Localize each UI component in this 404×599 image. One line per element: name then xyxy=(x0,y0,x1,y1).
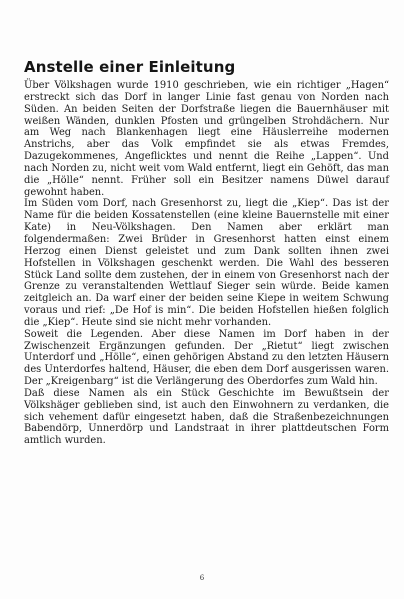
paragraph: Im Süden vom Dorf, nach Gresenhorst zu, liegt die „Kiep“. Das ist der Name für die beiden Kossatenstellen (eine kleine Bauernstelle mit einer Kate) in Neu-Völkshagen. Den Namen aber erklärt man folgendermaßen: Zwei Brüder in Gresenhorst hatten einst einem Herzog einen Dienst geleistet und zum Dank sollten ihnen zwei Hofstellen in Völkshagen geschenkt werden. Die Wahl des besseren Stück Land sollte dem zustehen, der in einem von Gresenhorst nach der Grenze zu veranstaltenden Wettlauf Sieger sein würde. Beide kamen zeitgleich an. Da warf einer der beiden seine Kiepe in weitem Schwung voraus und rief: „De Hof is min“. Die beiden Hofstellen hießen folglich die „Kiep“. Heute sind sie nicht mehr vorhanden. xyxy=(24,198,389,328)
paragraph: Soweit die Legenden. Aber diese Namen im Dorf haben in der Zwischenzeit Ergänzungen gefunden. Der „Rietut“ liegt zwischen Unterdorf und „Hölle“, einen gehörigen Abstand zu den letzten Häusern des Unterdorfes haltend, Häuser, die eben dem Dorf ausgerissen waren. Der „Kreigenbarg“ ist die Verlängerung des Oberdorfes zum Wald hin. xyxy=(24,328,389,388)
body-text xyxy=(24,80,389,447)
paragraph: Daß diese Namen als ein Stück Geschichte im Bewußtsein der Völkshäger geblieben sind, ist auch den Einwohnern zu verdanken, die sich vehement dafür eingesetzt haben, daß die Straßenbezeichnungen Babendörp, Unnerdörp und Landstraat in ihrer plattdeutschen Form amtlich wurden. xyxy=(24,387,389,447)
page-number: 6 xyxy=(199,574,205,582)
paragraph: Über Völkshagen wurde 1910 geschrieben, wie ein richtiger „Hagen“ erstreckt sich das Dorf in langer Linie fast genau von Norden nach Süden. An beiden Seiten der Dorfstraße liegen die Bauernhäuser mit weißen Wänden, dunklen Pfosten und grüngelben Strohdächern. Nur am Weg nach Blankenhagen liegt eine Häuslerreihe modernen Anstrichs, aber das Volk empfindet sie als etwas Fremdes, Dazugekommenes, Angeflicktes und nennt die Reihe „Lappen“. Und nach Norden zu, nicht weit vom Wald entfernt, liegt ein Gehöft, das man die „Hölle“ nennt. Früher soll ein Besitzer namens Düwel darauf gewohnt haben. xyxy=(24,80,389,198)
page-title: Anstelle einer Einleitung xyxy=(24,58,236,76)
